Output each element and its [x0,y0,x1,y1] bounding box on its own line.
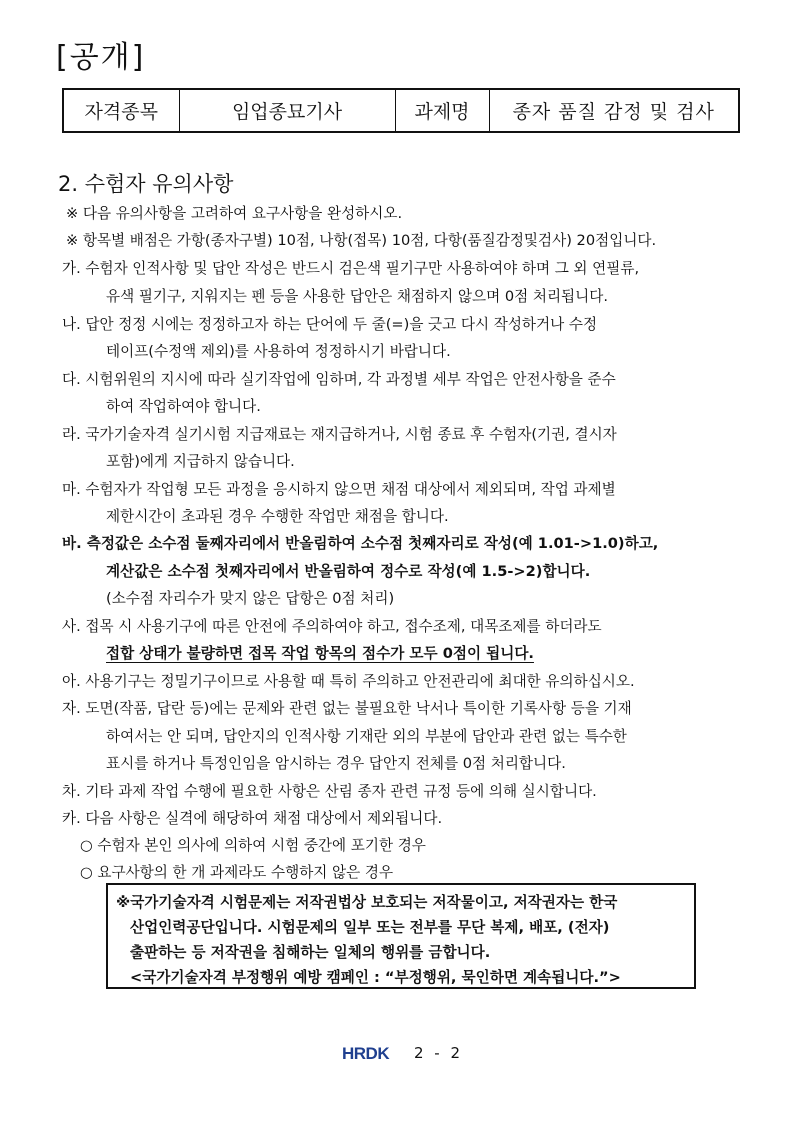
exam-info-table [62,88,740,133]
item-na-cont: 테이프(수정액 제외)를 사용하여 정정하시기 바랍니다. [106,343,451,360]
item-ra: 라. 국가기술자격 실기시험 지급재료는 재지급하거나, 시험 종료 후 수험자(기권, 결시자 [62,426,617,443]
public-badge: [공개] [56,40,146,75]
item-sa-cont: 접합 상태가 불량하면 접목 작업 항목의 점수가 모두 0점이 됩니다. [106,645,534,662]
item-na: 나. 답안 정정 시에는 정정하고자 하는 단어에 두 줄(=)을 긋고 다시 작성하거나 수정 [62,316,598,333]
item-sa: 사. 접목 시 사용기구에 따른 안전에 주의하여야 하고, 접수조제, 대목조제를 하더라도 [62,618,602,635]
svg-text:HRDK: HRDK [342,1044,390,1062]
item-ga: 가. 수험자 인적사항 및 답안 작성은 반드시 검은색 필기구만 사용하여야 하며 그 외 연필류, [62,260,640,277]
notice-line: 출판하는 등 저작권을 침해하는 일체의 행위를 금합니다. [130,944,491,961]
cert-label: 자격종목 [63,89,179,132]
disqualify-item: ○ 요구사항의 한 개 과제라도 수행하지 않은 경우 [80,864,394,881]
cert-value: 임업종묘기사 [179,89,395,132]
item-ja-cont: 하여서는 안 되며, 답안지의 인적사항 기재란 외의 부분에 답안과 관련 없는 특수한 [106,728,627,745]
item-ba-cont: 계산값은 소수점 첫째자리에서 반올림하여 정수로 작성(예 1.5->2)합니다. [106,563,591,580]
task-value: 종자 품질 감정 및 검사 [489,89,739,132]
item-ra-cont: 포함)에게 지급하지 않습니다. [106,453,295,470]
copyright-notice-box [106,883,696,989]
item-ja-cont2: 표시를 하거나 특정인임을 암시하는 경우 답안지 전체를 0점 처리합니다. [106,755,566,772]
hrdk-logo [342,1044,404,1062]
item-ka: 카. 다음 사항은 실격에 해당하여 채점 대상에서 제외됩니다. [62,810,443,827]
item-ja: 자. 도면(작품, 답란 등)에는 문제와 관련 없는 불필요한 낙서나 특이한 기록사항 등을 기재 [62,700,632,717]
item-da: 다. 시험위원의 지시에 따라 실기작업에 임하며, 각 과정별 세부 작업은 안전사항을 준수 [62,371,616,388]
notice-line: <국가기술자격 부정행위 예방 캠페인 : “부정행위, 묵인하면 계속됩니다.”> [130,969,621,986]
item-ba-note: (소수점 자리수가 맞지 않은 답항은 0점 처리) [106,590,395,607]
notice-line: ※국가기술자격 시험문제는 저작권법상 보호되는 저작물이고, 저작권자는 한국 [116,894,618,911]
item-a: 아. 사용기구는 정밀기구이므로 사용할 때 특히 주의하고 안전관리에 최대한 유의하십시오. [62,673,635,690]
note-line: ※ 다음 유의사항을 고려하여 요구사항을 완성하시오. [66,205,403,222]
task-label: 과제명 [395,89,489,132]
item-ma: 마. 수험자가 작업형 모든 과정을 응시하지 않으면 채점 대상에서 제외되며, 작업 과제별 [62,481,616,498]
item-cha: 차. 기타 과제 작업 수행에 필요한 사항은 산림 종자 관련 규정 등에 의해 실시합니다. [62,783,597,800]
disqualify-item: ○ 수험자 본인 의사에 의하여 시험 중간에 포기한 경우 [80,837,426,854]
item-ma-cont: 제한시간이 초과된 경우 수행한 작업만 채점을 합니다. [106,508,449,525]
page-number: 2 - 2 [414,1044,464,1062]
item-ba: 바. 측정값은 소수점 둘째자리에서 반올림하여 소수점 첫째자리로 작성(예 1.01->1.0)하고, [62,535,659,552]
item-da-cont: 하여 작업하여야 합니다. [106,398,261,415]
note-line: ※ 항목별 배점은 가항(종자구별) 10점, 나항(접목) 10점, 다항(품질감정및검사) 20점입니다. [66,232,657,249]
section-title: 2. 수험자 유의사항 [58,172,234,196]
page-footer [342,1044,463,1062]
notice-line: 산업인력공단입니다. 시험문제의 일부 또는 전부를 무단 복제, 배포, (전자) [130,919,610,936]
item-ga-cont: 유색 필기구, 지워지는 펜 등을 사용한 답안은 채점하지 않으며 0점 처리됩니다. [106,288,608,305]
